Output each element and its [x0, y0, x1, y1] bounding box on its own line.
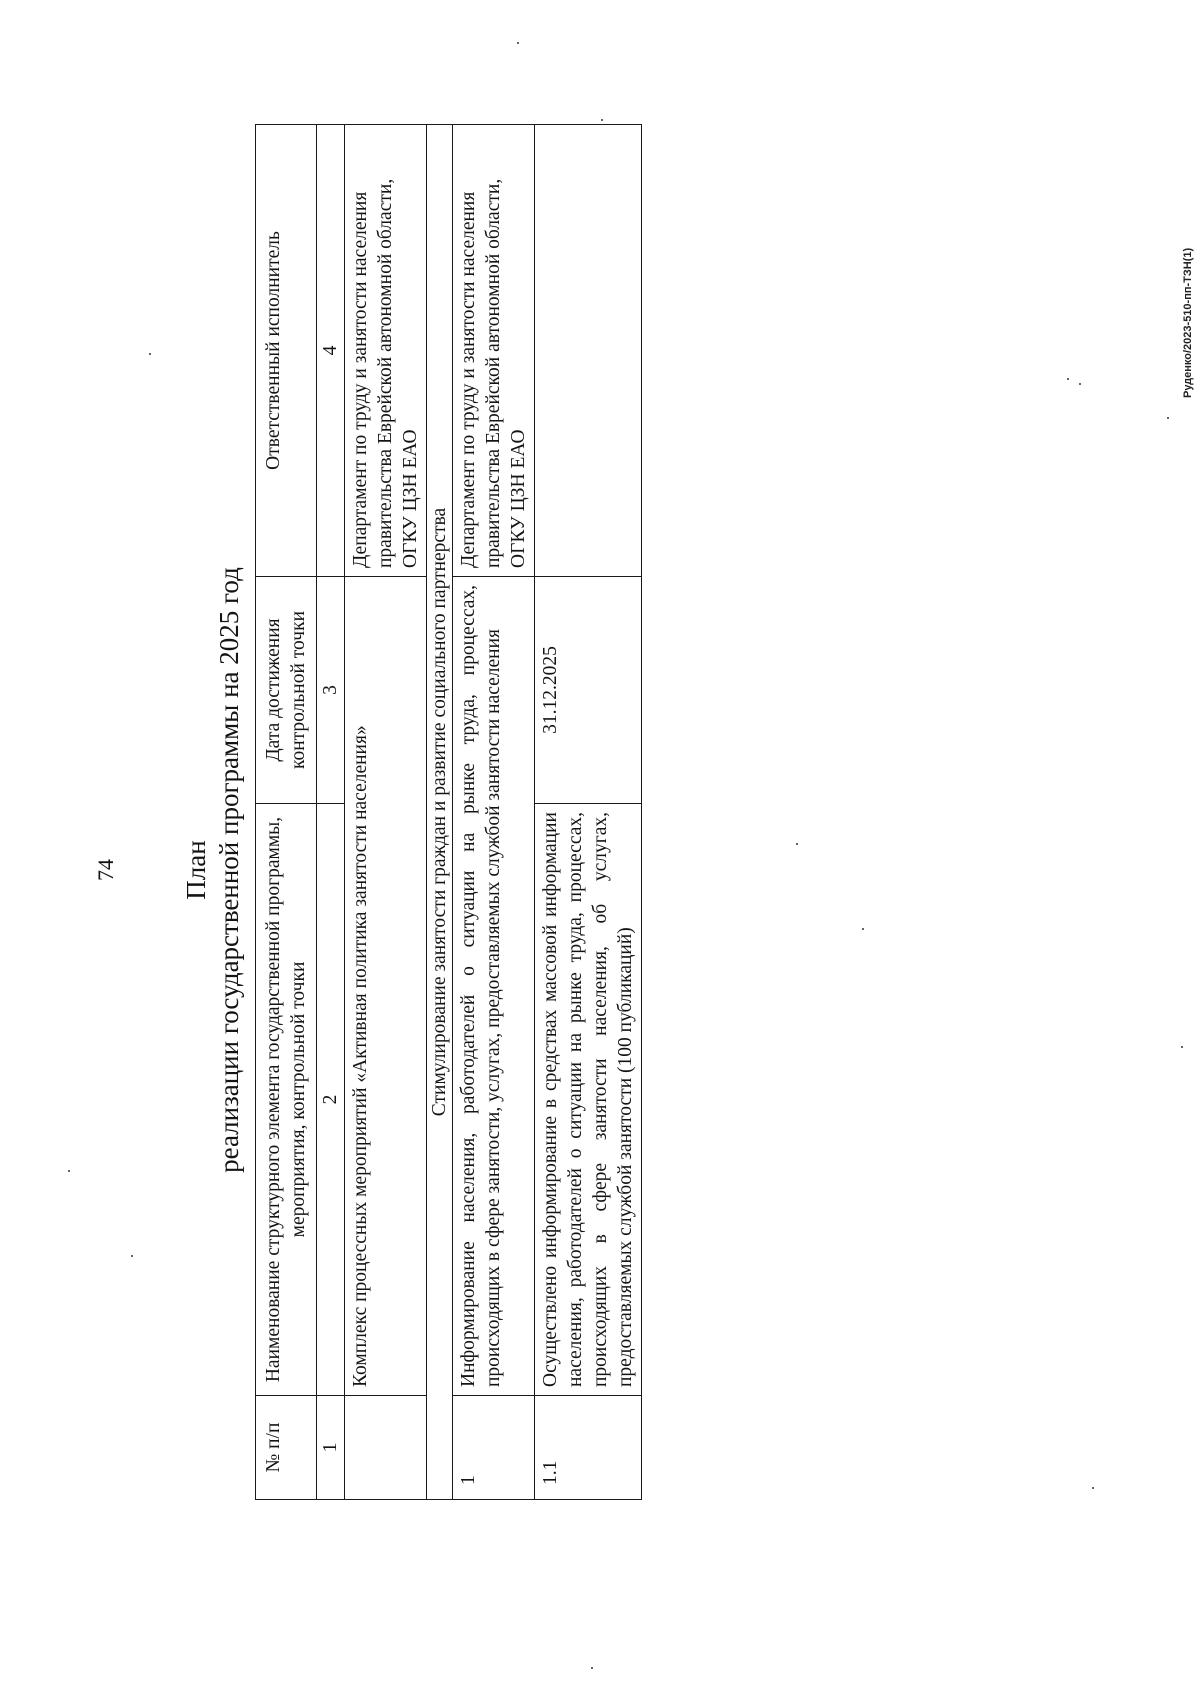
scan-speck	[601, 119, 603, 121]
scan-speck	[1067, 378, 1069, 380]
header-executor: Ответственный исполнитель	[256, 125, 317, 577]
scan-speck	[1092, 1487, 1094, 1489]
plan-table	[255, 124, 642, 1500]
table-header-row	[256, 125, 317, 1500]
title-block	[180, 130, 246, 1610]
scan-speck	[796, 843, 798, 845]
document-registration-text: Руденко/2023-510-пп-ТЗН(1)	[1182, 247, 1194, 398]
complex-row-executor: Департамент по труду и занятости населения правительства Еврейской автономной области, ОГКУ ЦЗН ЕАО	[345, 125, 427, 577]
row-number: 1	[453, 1396, 535, 1500]
scan-speck	[862, 928, 864, 930]
complex-row-name: Комплекс процессных мероприятий «Активная политика занятости населения»	[345, 577, 427, 1396]
scan-speck	[68, 1170, 70, 1172]
row-executor	[535, 125, 642, 577]
page-number: 74	[93, 859, 118, 881]
page-title: План	[181, 840, 211, 900]
section-row	[427, 125, 453, 1500]
column-number: 3	[317, 577, 345, 804]
scan-speck	[1167, 417, 1169, 419]
section-title: Стимулирование занятости граждан и развитие социального партнерства	[427, 125, 453, 1500]
scan-speck	[591, 1667, 593, 1669]
table-row	[535, 125, 642, 1500]
document-registration-label	[1182, 160, 1198, 410]
complex-row	[345, 125, 427, 1500]
scan-speck	[131, 1255, 133, 1257]
column-number: 4	[317, 125, 345, 577]
header-name: Наименование структурного элемента государственной программы, мероприятия, контрольной точки	[256, 804, 317, 1396]
table-row	[453, 125, 535, 1500]
column-number-row	[317, 125, 345, 1500]
rotated-page-content	[85, 130, 735, 1610]
row-executor: Департамент по труду и занятости населения правительства Еврейской автономной области, ОГКУ ЦЗН ЕАО	[453, 125, 535, 577]
scan-speck	[149, 353, 151, 355]
complex-row-number	[345, 1396, 427, 1500]
scan-speck	[517, 42, 519, 44]
column-number: 1	[317, 1396, 345, 1500]
row-date: 31.12.2025	[535, 577, 642, 804]
row-number: 1.1	[535, 1396, 642, 1500]
page-subtitle: реализации государственной программы на 2025 год	[214, 567, 244, 1173]
scan-speck	[1079, 383, 1081, 385]
column-number: 2	[317, 804, 345, 1396]
row-name: Информирование населения, работодателей о ситуации на рынке труда, процессах, происходящих в сфере занятости, услугах, предоставляемых службой занятости населения	[453, 577, 535, 1396]
row-name: Осуществлено информирование в средствах массовой информации населения, работодателей о ситуации на рынке труда, процессах, происходящих в сфере занятости населения, об услугах, предоставляемых службой занятости (100 публикаций)	[535, 804, 642, 1396]
header-number: № п/п	[256, 1396, 317, 1500]
scan-speck	[1181, 1046, 1183, 1048]
header-date: Дата достижения контрольной точки	[256, 577, 317, 804]
